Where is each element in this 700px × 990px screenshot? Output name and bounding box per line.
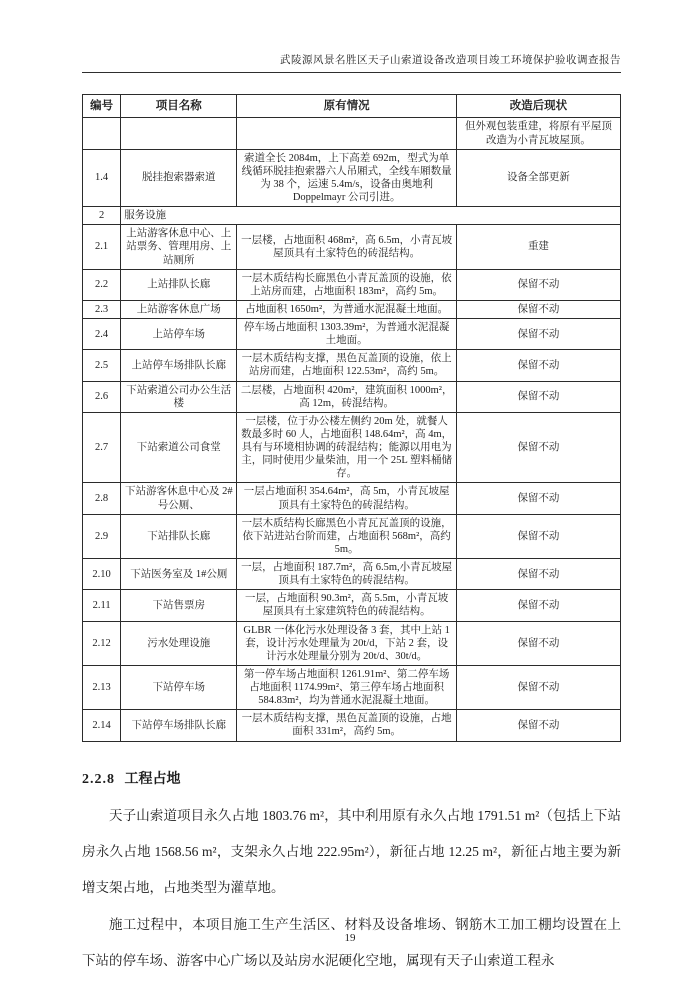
cell-id: 2.13 [83,665,121,709]
cell-status: 保留不动 [456,269,620,300]
cell-orig: 一层，占地面积 90.3m²，高 5.5m，小青瓦坡屋顶具有土家建筑特色的砖混结构。 [237,590,457,621]
cell-orig: 第一停车场占地面积 1261.91m²、第二停车场占地面积 1174.99m²、第三停车场占地面积 584.83m²，均为普通水泥混凝土地面。 [237,665,457,709]
table-row [83,710,621,741]
cell-orig: 一层木质结构支撑，黑色瓦盖顶的设施，占地面积 331m²，高约 5m。 [237,710,457,741]
cell-id: 2.12 [83,621,121,665]
table-row [83,514,621,558]
cell-id: 2.10 [83,559,121,590]
cell-name: 上站停车场 [121,319,237,350]
table-row [83,319,621,350]
column-header: 项目名称 [121,95,237,118]
cell-status: 保留不动 [456,350,620,381]
cell-id: 2.4 [83,319,121,350]
cell-status: 保留不动 [456,319,620,350]
page-number: 19 [344,932,356,944]
cell-id: 2 [83,207,121,225]
cell-orig: 索道全长 2084m，上下高差 692m，型式为单线循环脱挂抱索器六人吊厢式，全线车厢数量为 38 个，运速 5.4m/s，设备由奥地利 Doppelmayr 公司引进。 [237,149,457,207]
cell-orig: 一层占地面积 354.64m²，高 5m，小青瓦坡屋顶具有土家特色的砖混结构。 [237,483,457,514]
cell-id: 2.14 [83,710,121,741]
paragraph: 天子山索道项目永久占地 1803.76 m²，其中利用原有永久占地 1791.51 m²（包括上下站房永久占地 1568.56 m²，支架永久占地 222.95m²），新征占地 12.25 m²，新征占地主要为新增支架占地，占地类型为灌草地。 [82,807,621,896]
cell-name: 下站停车场排队长廊 [121,710,237,741]
cell-id: 2.2 [83,269,121,300]
cell-status: 保留不动 [456,300,620,318]
table-header-row [83,95,621,118]
column-header: 原有情况 [237,95,457,118]
cell-status: 保留不动 [456,514,620,558]
cell-name: 脱挂抱索器索道 [121,149,237,207]
cell-name: 下站医务室及 1#公厕 [121,559,237,590]
table-row [83,269,621,300]
cell-name: 上站游客休息广场 [121,300,237,318]
cell-name: 下站停车场 [121,665,237,709]
cell-id: 1.4 [83,149,121,207]
table-row [83,483,621,514]
table-row [83,350,621,381]
section-heading [82,768,621,788]
column-header: 编号 [83,95,121,118]
cell-section: 服务设施 [121,207,621,225]
cell-id [83,118,121,149]
cell-id: 2.3 [83,300,121,318]
cell-status: 保留不动 [456,621,620,665]
cell-id: 2.5 [83,350,121,381]
cell-orig: 一层木质结构支撑，黑色瓦盖顶的设施，依上站房而建，占地面积 122.53m²，高约 5m。 [237,350,457,381]
section-number: 2.2.8 [82,771,115,787]
running-header-title: 武陵源风景名胜区天子山索道设备改造项目竣工环境保护验收调查报告 [280,55,621,66]
cell-name: 上站停车场排队长廊 [121,350,237,381]
cell-id: 2.6 [83,381,121,412]
cell-status: 保留不动 [456,590,620,621]
cell-orig: 占地面积 1650m²，为普通水泥混凝土地面。 [237,300,457,318]
cell-status: 保留不动 [456,559,620,590]
cell-orig: GLBR 一体化污水处理设备 3 套，其中上站 1 套，设计污水处理量为 20t/d，下站 2 套，设计污水处理量分别为 20t/d、30t/d。 [237,621,457,665]
table-head [83,95,621,118]
table-row [83,300,621,318]
cell-name: 污水处理设施 [121,621,237,665]
cell-id: 2.11 [83,590,121,621]
paragraph: 施工过程中，本项目施工生产生活区、材料及设备堆场、钢筋木工加工棚均设置在上下站的停车场、游客中心广场以及站房水泥硬化空地，属现有天子山索道工程永 [82,916,621,969]
table-row [83,412,621,483]
table-row [83,207,621,225]
cell-status: 保留不动 [456,381,620,412]
column-header: 改造后现状 [456,95,620,118]
table-row [83,621,621,665]
cell-name: 下站索道公司办公生活楼 [121,381,237,412]
cell-orig: 一层木质结构长廊黑色小青瓦盖顶的设施，依上站房而建，占地面积 183m²，高约 5m。 [237,269,457,300]
table-row [83,149,621,207]
table-row [83,381,621,412]
running-header [82,52,621,73]
cell-orig: 一层木质结构长廊黑色小青瓦瓦盖顶的设施，依下站进站台阶而建，占地面积 568m²，高约 5m。 [237,514,457,558]
cell-name: 下站游客休息中心及 2#号公厕、 [121,483,237,514]
section-title: 工程占地 [124,769,181,786]
table-row [83,118,621,149]
cell-name: 下站索道公司食堂 [121,412,237,483]
cell-id: 2.7 [83,412,121,483]
cell-id: 2.8 [83,483,121,514]
cell-name [121,118,237,149]
cell-orig: 停车场占地面积 1303.39m²，为普通水泥混凝土地面。 [237,319,457,350]
cell-status: 保留不动 [456,483,620,514]
facilities-table [82,94,621,742]
cell-name: 上站排队长廊 [121,269,237,300]
cell-status: 但外观包装重建，将原有平屋顶改造为小青瓦坡屋顶。 [456,118,620,149]
cell-status: 保留不动 [456,665,620,709]
section-body [82,798,621,980]
cell-orig: 一层，占地面积 187.7m²，高 6.5m,小青瓦坡屋顶具有土家特色的砖混结构。 [237,559,457,590]
cell-status: 重建 [456,225,620,269]
cell-status: 保留不动 [456,710,620,741]
cell-name: 下站售票房 [121,590,237,621]
cell-id: 2.1 [83,225,121,269]
cell-name: 上站游客休息中心、上站票务、管理用房、上站厕所 [121,225,237,269]
cell-orig: 二层楼，占地面积 420m²，建筑面积 1000m²，高 12m，砖混结构。 [237,381,457,412]
table-row [83,559,621,590]
cell-orig [237,118,457,149]
table-row [83,665,621,709]
cell-id: 2.9 [83,514,121,558]
table-row [83,590,621,621]
cell-orig: 一层楼，占地面积 468m²，高 6.5m，小青瓦坡屋顶具有土家特色的砖混结构。 [237,225,457,269]
cell-status: 设备全部更新 [456,149,620,207]
cell-orig: 一层楼，位于办公楼左侧约 20m 处，就餐人数最多时 60 人，占地面积 148.64m²，高 4m，具有与环境相协调的砖混结构；能源以用电为主，同时使用少量柴油，用一个 25L 塑料桶储存。 [237,412,457,483]
table-row [83,225,621,269]
cell-name: 下站排队长廊 [121,514,237,558]
table-body [83,118,621,741]
cell-status: 保留不动 [456,412,620,483]
